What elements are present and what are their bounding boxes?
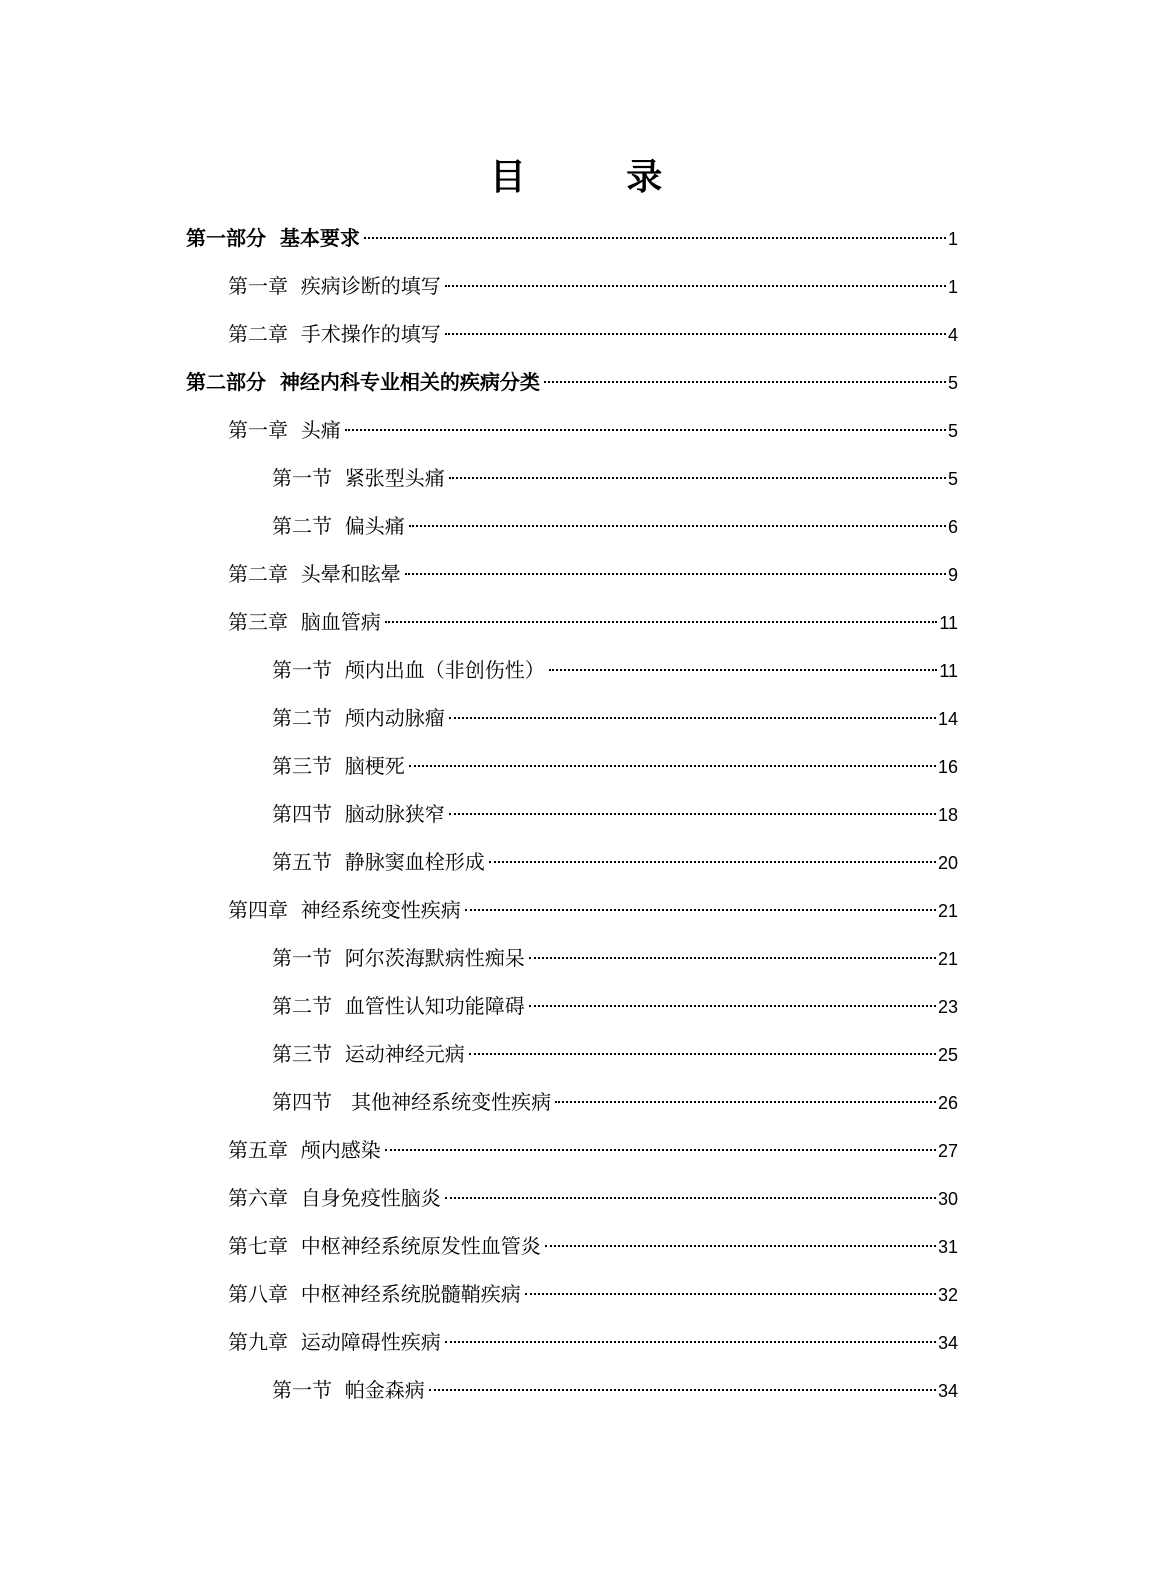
dot-leader	[545, 1245, 936, 1247]
toc-entry-label: 第四章 神经系统变性疾病	[228, 898, 461, 922]
dot-leader	[465, 909, 936, 911]
toc-entry[interactable]	[228, 314, 958, 362]
toc-entry-page-number: 26	[937, 1093, 958, 1113]
toc-entry-label: 第五章 颅内感染	[228, 1138, 381, 1162]
dot-leader	[385, 621, 938, 623]
toc-entry-page-number: 21	[937, 901, 958, 921]
dot-leader	[555, 1101, 936, 1103]
toc-entry[interactable]	[272, 1370, 958, 1418]
dot-leader	[549, 669, 938, 671]
toc-entry-label: 第二节 颅内动脉瘤	[272, 706, 445, 730]
toc-entry-label: 第一节 颅内出血（非创伤性）	[272, 658, 545, 682]
dot-leader	[409, 765, 936, 767]
dot-leader	[445, 1197, 936, 1199]
toc-entry[interactable]	[228, 554, 958, 602]
toc-entry-label: 第四节 脑动脉狭窄	[272, 802, 445, 826]
toc-entry-label: 第三节 运动神经元病	[272, 1042, 465, 1066]
toc-entry-page-number: 4	[947, 325, 958, 345]
toc-entry-page-number: 5	[947, 421, 958, 441]
toc-entry-page-number: 1	[947, 229, 958, 249]
toc-entry[interactable]	[272, 506, 958, 554]
toc-entry[interactable]	[186, 218, 958, 266]
toc-entry-label: 第三节 脑梗死	[272, 754, 405, 778]
toc-entry[interactable]	[228, 1322, 958, 1370]
toc-entry[interactable]	[228, 1274, 958, 1322]
toc-entry[interactable]	[228, 1178, 958, 1226]
toc-entry-page-number: 14	[937, 709, 958, 729]
toc-entry-label: 第二章 头晕和眩晕	[228, 562, 401, 586]
toc-entry-label: 第二节 偏头痛	[272, 514, 405, 538]
toc-entry-page-number: 1	[947, 277, 958, 297]
toc-entry[interactable]	[272, 1034, 958, 1082]
toc-entry-page-number: 21	[937, 949, 958, 969]
dot-leader	[544, 381, 946, 383]
toc-entry[interactable]	[272, 746, 958, 794]
toc-entry-page-number: 18	[937, 805, 958, 825]
dot-leader	[529, 1005, 936, 1007]
toc-entry[interactable]	[272, 698, 958, 746]
toc-entry-page-number: 23	[937, 997, 958, 1017]
toc-entry[interactable]	[272, 650, 958, 698]
toc-entry-page-number: 27	[937, 1141, 958, 1161]
dot-leader	[525, 1293, 936, 1295]
dot-leader	[445, 333, 946, 335]
dot-leader	[449, 477, 946, 479]
toc-entry-label: 第二节 血管性认知功能障碍	[272, 994, 525, 1018]
toc-entry[interactable]	[228, 890, 958, 938]
toc-entry[interactable]	[272, 458, 958, 506]
toc-entry[interactable]	[186, 362, 958, 410]
dot-leader	[364, 237, 946, 239]
toc-entry[interactable]	[272, 794, 958, 842]
table-of-contents	[0, 218, 1152, 1418]
toc-entry-page-number: 11	[939, 613, 958, 633]
toc-entry-label: 第四节 其他神经系统变性疾病	[272, 1090, 552, 1114]
toc-entry-label: 第一部分 基本要求	[186, 226, 360, 250]
toc-entry-page-number: 20	[937, 853, 958, 873]
dot-leader	[489, 861, 936, 863]
toc-entry[interactable]	[228, 1226, 958, 1274]
toc-entry-page-number: 34	[937, 1333, 958, 1353]
dot-leader	[445, 1341, 936, 1343]
toc-entry-page-number: 9	[947, 565, 958, 585]
toc-entry-page-number: 30	[937, 1189, 958, 1209]
toc-entry-label: 第八章 中枢神经系统脱髓鞘疾病	[228, 1282, 521, 1306]
toc-entry-label: 第一章 头痛	[228, 418, 341, 442]
toc-entry-label: 第五节 静脉窦血栓形成	[272, 850, 485, 874]
toc-entry[interactable]	[228, 602, 958, 650]
toc-entry-page-number: 6	[947, 517, 958, 537]
dot-leader	[449, 717, 936, 719]
toc-entry[interactable]	[272, 842, 958, 890]
toc-entry-page-number: 34	[937, 1381, 958, 1401]
dot-leader	[405, 573, 946, 575]
dot-leader	[449, 813, 936, 815]
toc-entry-page-number: 31	[937, 1237, 958, 1257]
toc-entry-page-number: 11	[939, 661, 958, 681]
toc-entry-label: 第一章 疾病诊断的填写	[228, 274, 441, 298]
toc-entry-label: 第二部分 神经内科专业相关的疾病分类	[186, 370, 540, 394]
dot-leader	[529, 957, 936, 959]
toc-entry-label: 第一节 帕金森病	[272, 1378, 425, 1402]
toc-entry-label: 第一节 紧张型头痛	[272, 466, 445, 490]
toc-entry-label: 第七章 中枢神经系统原发性血管炎	[228, 1234, 541, 1258]
toc-entry-label: 第二章 手术操作的填写	[228, 322, 441, 346]
toc-entry-label: 第一节 阿尔茨海默病性痴呆	[272, 946, 525, 970]
dot-leader	[445, 285, 946, 287]
toc-entry-page-number: 16	[937, 757, 958, 777]
dot-leader	[385, 1149, 936, 1151]
page-title: 目 录	[489, 157, 707, 198]
toc-entry-page-number: 32	[937, 1285, 958, 1305]
dot-leader	[469, 1053, 936, 1055]
toc-entry[interactable]	[228, 1130, 958, 1178]
toc-entry[interactable]	[272, 1082, 958, 1130]
toc-entry-label: 第九章 运动障碍性疾病	[228, 1330, 441, 1354]
dot-leader	[429, 1389, 936, 1391]
toc-entry-page-number: 5	[947, 469, 958, 489]
toc-entry-label: 第三章 脑血管病	[228, 610, 381, 634]
toc-entry[interactable]	[272, 986, 958, 1034]
toc-entry-page-number: 25	[937, 1045, 958, 1065]
toc-entry-label: 第六章 自身免疫性脑炎	[228, 1186, 441, 1210]
toc-entry-page-number: 5	[947, 373, 958, 393]
toc-entry[interactable]	[272, 938, 958, 986]
toc-entry[interactable]	[228, 410, 958, 458]
dot-leader	[409, 525, 946, 527]
dot-leader	[345, 429, 946, 431]
toc-entry[interactable]	[228, 266, 958, 314]
